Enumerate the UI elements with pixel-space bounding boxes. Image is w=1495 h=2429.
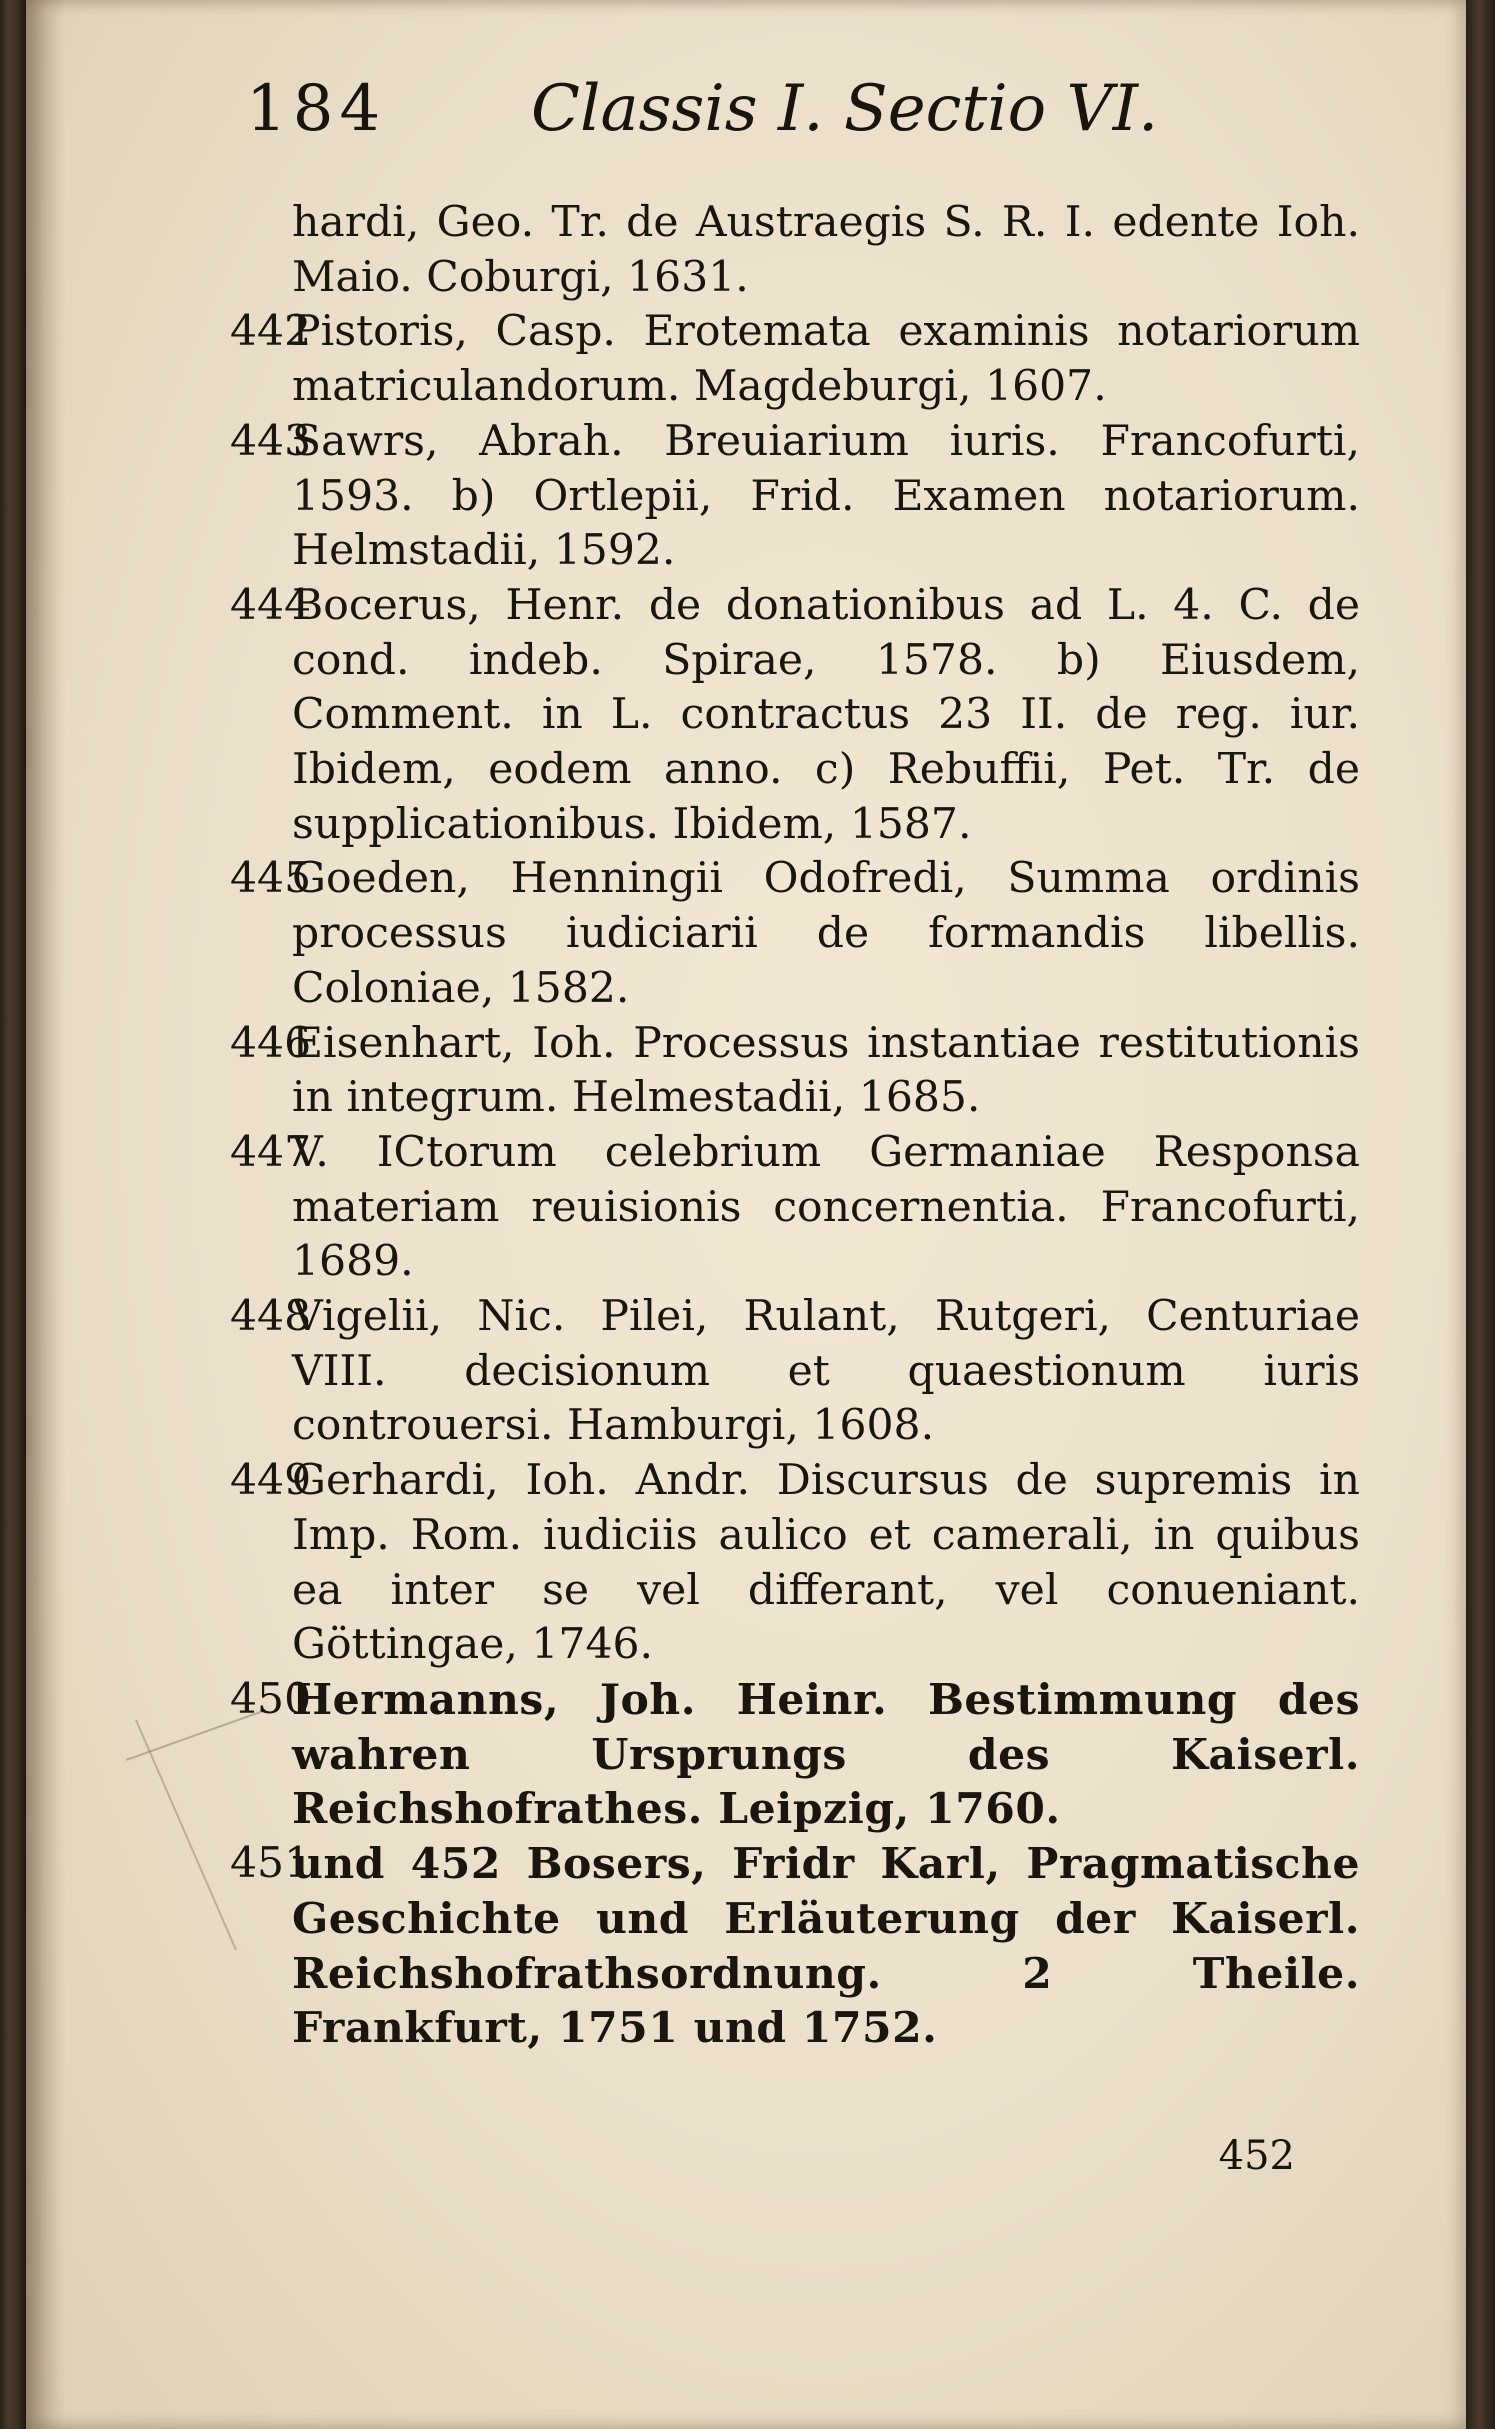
list-item — [240, 196, 1360, 305]
entry-text: Hermanns, Joh. Heinr. Bestimmung des wahren Ursprungs des Kaiserl. Reichshofrathes. Leipzig, 1760. — [292, 1674, 1360, 1835]
entry-text: V. ICtorum celebrium Germaniae Responsa materiam reuisionis concernentia. Francofurti, 1689. — [292, 1127, 1360, 1287]
list-item — [230, 579, 1360, 853]
list-item — [230, 415, 1360, 579]
catchword: 452 — [1218, 2133, 1295, 2179]
entry-text: Eisenhart, Ioh. Processus instantiae restitutionis in integrum. Helmestadii, 1685. — [292, 1018, 1360, 1123]
entry-number: 448 — [230, 1292, 312, 1342]
entry-text: hardi, Geo. Tr. de Austraegis S. R. I. edente Ioh. Maio. Coburgi, 1631. — [292, 198, 1360, 302]
entry-number: 450 — [230, 1674, 312, 1724]
list-item — [230, 305, 1360, 414]
list-item — [230, 1837, 1360, 2056]
entry-text: Gerhardi, Ioh. Andr. Discursus de supremis in Imp. Rom. iudiciis aulico et camerali, in quibus ea inter se vel differant, vel conueniant. Göttingae, 1746. — [292, 1456, 1360, 1670]
list-item — [230, 1454, 1360, 1673]
entry-text: Bocerus, Henr. de donationibus ad L. 4. C. de cond. indeb. Spirae, 1578. b) Eiusdem, Comment. in L. contractus 23 II. de reg. iur. Ibidem, eodem anno. c) Rebuffii, Pet. Tr. de supplicationibus. Ibidem, 1587. — [292, 580, 1360, 849]
list-item — [230, 1017, 1360, 1126]
entry-number: 445 — [230, 854, 312, 904]
list-item — [230, 852, 1360, 1016]
entry-text: und 452 Bosers, Fridr Karl, Pragmatische Geschichte und Erläuterung der Kaiserl. Reichshofrathsordnung. 2 Theile. Frankfurt, 1751 und 1752. — [292, 1839, 1360, 2054]
entry-number: 443 — [230, 416, 312, 466]
entry-number: 447 — [230, 1127, 312, 1177]
entry-text: Vigelii, Nic. Pilei, Rulant, Rutgeri, Centuriae VIII. decisionum et quaestionum iuris controuersi. Hamburgi, 1608. — [292, 1292, 1360, 1451]
list-item — [230, 1126, 1360, 1290]
entry-number: 449 — [230, 1456, 312, 1506]
running-header — [246, 72, 1346, 182]
list-item — [230, 1290, 1360, 1454]
entry-number: 442 — [230, 307, 312, 357]
page-gutter-shadow — [26, 0, 66, 2429]
list-item — [230, 1673, 1360, 1837]
section-title: Classis I. Sectio VI. — [531, 72, 1159, 146]
page-number: 184 — [246, 72, 387, 146]
entry-text: Pistoris, Casp. Erotemata examinis notariorum matriculandorum. Magdeburgi, 1607. — [292, 307, 1360, 412]
entry-number: 444 — [230, 580, 312, 630]
bibliography-list — [230, 196, 1360, 2056]
entry-text: Goeden, Henningii Odofredi, Summa ordinis processus iudiciarii de formandis libellis. Coloniae, 1582. — [292, 854, 1360, 1013]
entry-text: Sawrs, Abrah. Breuiarium iuris. Francofurti, 1593. b) Ortlepii, Frid. Examen notariorum. Helmstadii, 1592. — [292, 416, 1360, 576]
entry-number: 446 — [230, 1018, 312, 1068]
entry-number: 451 — [230, 1839, 312, 1889]
